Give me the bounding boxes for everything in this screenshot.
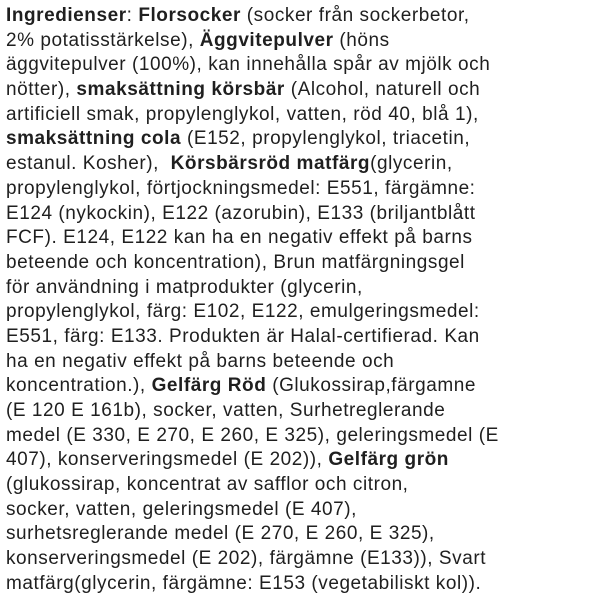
ingredient-text: E124 (nykockin), E122 (azorubin), E133 (briljantblått — [6, 202, 476, 224]
ingredients-line — [6, 522, 595, 547]
ingredients-line — [6, 29, 595, 54]
ingredient-text: artificiell smak, propylenglykol, vatten, röd 40, blå 1), — [6, 103, 479, 125]
ingredients-line — [6, 152, 595, 177]
ingredient-text: FCF). E124, E122 kan ha en negativ effekt på barns — [6, 227, 473, 249]
ingredient-text: (socker från sockerbetor, — [240, 5, 470, 26]
ingredients-line — [6, 350, 595, 375]
ingredient-name: Florsocker — [138, 5, 241, 26]
ingredient-text: surhetsreglerande medel (E 270, E 260, E 325), — [6, 523, 435, 545]
ingredient-text: : — [126, 5, 139, 26]
ingredient-text: (Alcohol, naturell och — [284, 79, 481, 101]
ingredient-text: för användning i matprodukter (glycerin, — [6, 276, 363, 298]
ingredient-text: estanul. Kosher), — [6, 153, 171, 175]
ingredient-text: propylenglykol, förtjockningsmedel: E551, färgämne: — [6, 177, 476, 199]
ingredients-line — [6, 473, 595, 498]
ingredient-text: koncentration.), — [6, 375, 152, 397]
ingredient-text: E551, färg: E133. Produkten är Halal-certifierad. Kan — [6, 325, 480, 347]
ingredients-line — [6, 127, 595, 152]
ingredient-text: beteende och koncentration), Brun matfärgningsgel — [6, 251, 465, 273]
ingredients-line — [6, 226, 595, 251]
ingredients-line — [6, 325, 595, 350]
ingredient-text: (glycerin, — [370, 153, 453, 175]
ingredient-text: matfärg(glycerin, färgämne: E153 (vegetabiliskt kol)). — [6, 572, 482, 594]
ingredients-line — [6, 572, 595, 597]
ingredients-line — [6, 53, 595, 78]
ingredient-text: propylenglykol, färg: E102, E122, emulgeringsmedel: — [6, 301, 480, 323]
ingredients-line — [6, 276, 595, 301]
ingredient-name: Gelfärg grön — [328, 449, 449, 471]
ingredient-text: nötter), — [6, 79, 77, 101]
ingredients-line — [6, 4, 595, 29]
ingredient-name: smaksättning körsbär — [76, 79, 285, 101]
ingredients-line — [6, 374, 595, 399]
ingredients-line — [6, 547, 595, 572]
ingredients-line — [6, 78, 595, 103]
ingredients-line — [6, 424, 595, 449]
ingredient-text: (E 120 E 161b), socker, vatten, Surhetreglerande — [6, 400, 446, 421]
ingredient-text: 2% potatisstärkelse), — [6, 29, 200, 51]
ingredient-text: (höns — [333, 29, 390, 51]
ingredient-text: medel (E 330, E 270, E 260, E 325), geleringsmedel (E — [6, 424, 499, 446]
ingredient-name: Äggvitepulver — [199, 29, 334, 51]
ingredients-line — [6, 103, 595, 128]
ingredients-line — [6, 251, 595, 276]
ingredient-name: Körsbärsröd matfärg — [170, 153, 371, 175]
ingredients-line — [6, 448, 595, 473]
ingredients-line — [6, 498, 595, 523]
ingredients-line — [6, 177, 595, 202]
ingredients-line — [6, 300, 595, 325]
ingredient-text: äggvitepulver (100%), kan innehålla spår av mjölk och — [6, 54, 491, 76]
ingredient-text: 407), konserveringsmedel (E 202)), — [6, 449, 329, 471]
ingredients-line — [6, 399, 595, 424]
ingredient-name: Gelfärg Röd — [151, 375, 267, 397]
ingredient-text: socker, vatten, geleringsmedel (E 407), — [6, 498, 357, 520]
ingredient-text: (Glukossirap,färgamne — [266, 375, 476, 397]
ingredients-line — [6, 202, 595, 227]
ingredient-name: Ingredienser — [6, 5, 127, 26]
ingredient-text: (glukossirap, koncentrat av safflor och citron, — [6, 474, 409, 496]
ingredient-text: (E152, propylenglykol, triacetin, — [181, 128, 471, 150]
ingredient-text: konserveringsmedel (E 202), färgämne (E133)), Svart — [6, 548, 487, 570]
ingredient-text: ha en negativ effekt på barns beteende och — [6, 350, 395, 372]
ingredient-name: smaksättning cola — [6, 128, 182, 150]
